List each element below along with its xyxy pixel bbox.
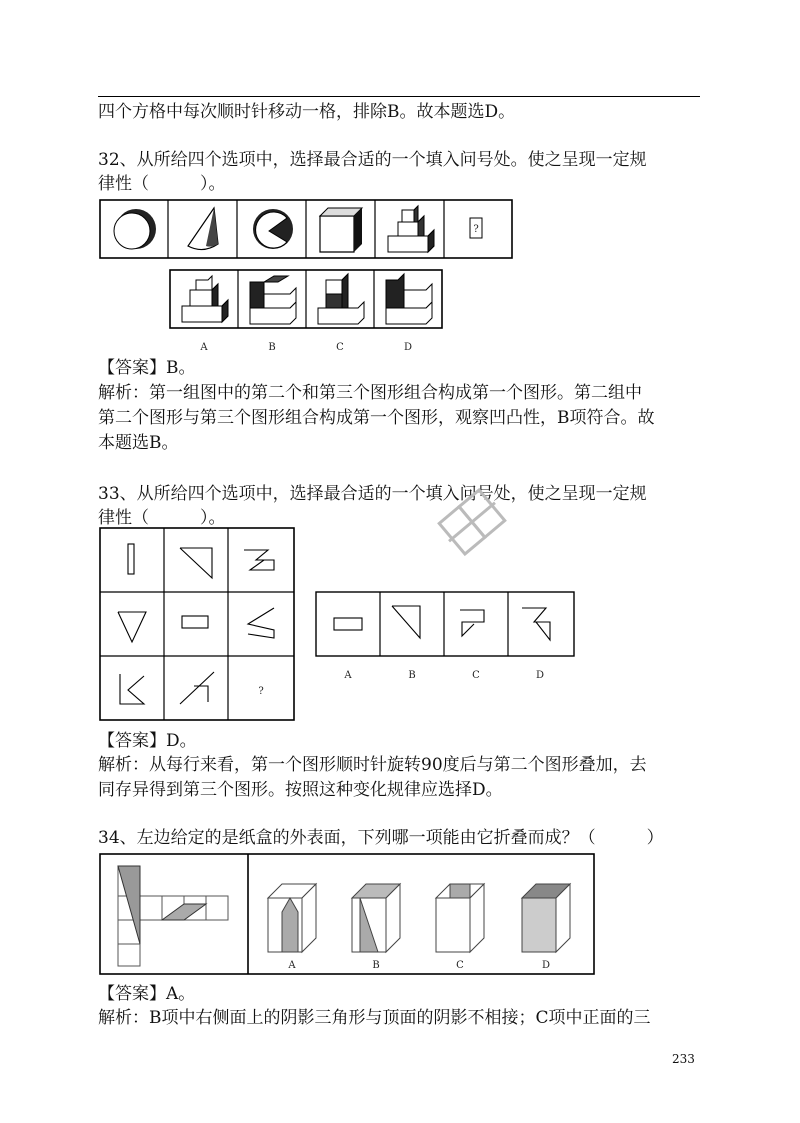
figure-34	[98, 852, 598, 980]
option-label: C	[456, 960, 464, 971]
cone-shape	[188, 208, 218, 250]
triangle-shape	[180, 548, 212, 578]
question-33-text: 律性（ ）。	[98, 508, 226, 528]
option-label: C	[472, 670, 480, 681]
option-label: B	[268, 342, 276, 353]
wedge-shape	[248, 608, 274, 638]
option-d-shape	[522, 884, 570, 952]
question-mark: ?	[473, 224, 479, 235]
option-label: A	[344, 670, 352, 681]
text-line: 四个方格中每次顺时针移动一格，排除B。故本题选D。	[98, 102, 516, 122]
option-a-shape	[268, 884, 316, 952]
option-c-shape	[436, 884, 484, 952]
explanation-33: 同存异得到第三个图形。按照这种变化规律应选择D。	[98, 780, 503, 800]
stepped-block-shape	[388, 206, 434, 252]
sphere-shape	[114, 209, 156, 249]
option-c-shape	[318, 274, 364, 324]
question-mark: ?	[258, 686, 264, 697]
cube-shape	[320, 208, 362, 252]
option-label: B	[372, 960, 380, 971]
header-rule	[98, 96, 700, 97]
option-b-shape	[392, 606, 420, 638]
question-32-text: 32、从所给四个选项中，选择最合适的一个填入问号处。使之呈现一定规	[98, 150, 647, 170]
explanation-32: 解析：第一组图中的第二个和第三个图形组合构成第一个图形。第二组中	[98, 383, 642, 403]
option-d-shape	[522, 608, 550, 640]
rect-shape	[182, 616, 208, 628]
explanation-34: 解析：B项中右侧面上的阴影三角形与顶面的阴影不相接；C项中正面的三	[98, 1008, 651, 1028]
answer-32: 【答案】B。	[98, 358, 196, 378]
option-label: C	[336, 342, 344, 353]
option-label: D	[403, 342, 413, 353]
page-number: 233	[672, 1052, 695, 1066]
question-34-text: 34、左边给定的是纸盒的外表面，下列哪一项能由它折叠而成？（ ）	[98, 828, 664, 848]
box-net-shape	[118, 866, 228, 966]
pacman-shape	[253, 209, 293, 249]
option-b-shape	[250, 276, 296, 324]
k-shape	[120, 674, 144, 704]
question-33-text: 33、从所给四个选项中，选择最合适的一个填入问号处，使之呈现一定规	[98, 484, 647, 504]
option-c-shape	[460, 610, 484, 636]
explanation-32: 第二个图形与第三个图形组合构成第一个图形，观察凹凸性，B项符合。故	[98, 408, 655, 428]
explanation-32: 本题选B。	[98, 433, 179, 453]
answer-34: 【答案】A。	[98, 984, 196, 1004]
z-shape	[244, 550, 274, 570]
option-label: D	[535, 670, 545, 681]
option-label: B	[408, 670, 416, 681]
answer-33: 【答案】D。	[98, 731, 197, 751]
option-a-shape	[334, 618, 362, 630]
down-triangle-shape	[118, 612, 146, 642]
option-d-shape	[386, 274, 432, 324]
figure-32	[98, 198, 518, 358]
slash-shape	[180, 672, 214, 704]
option-label: A	[288, 960, 296, 971]
option-b-shape	[352, 884, 400, 952]
thin-rect-shape	[128, 544, 134, 574]
option-label: A	[200, 342, 208, 353]
option-a-shape	[182, 276, 228, 322]
question-32-text: 律性（ ）。	[98, 174, 226, 194]
figure-33	[98, 526, 578, 726]
option-label: D	[541, 960, 551, 971]
explanation-33: 解析：从每行来看，第一个图形顺时针旋转90度后与第二个图形叠加，去	[98, 755, 647, 775]
